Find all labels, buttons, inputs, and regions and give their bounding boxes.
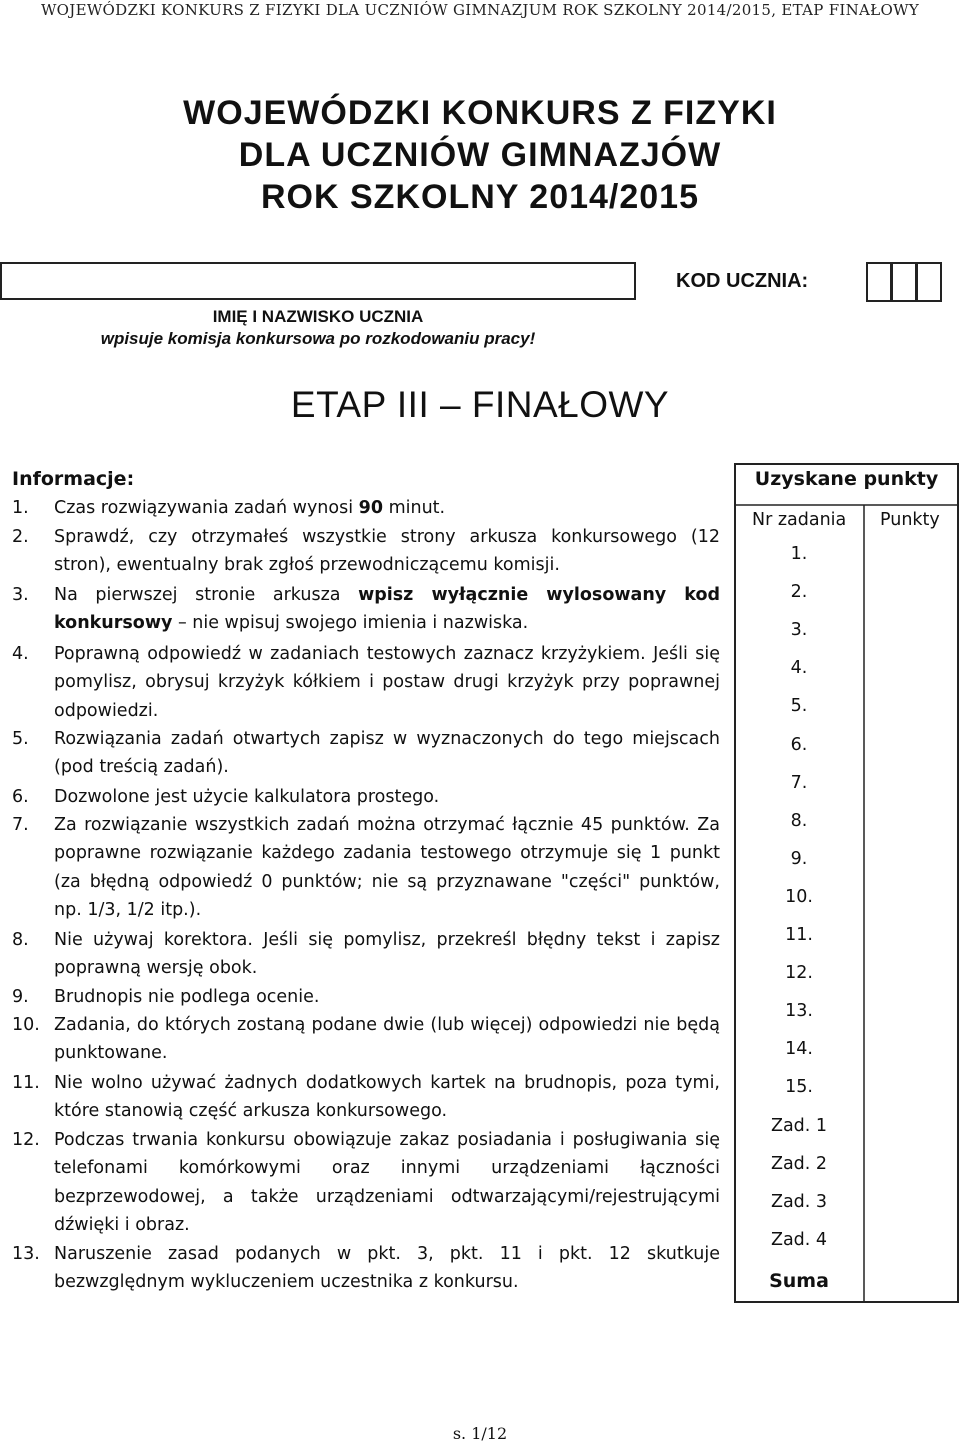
score-row-label: 6. (790, 734, 808, 755)
info-item-number: 6. (12, 787, 29, 807)
stage-title: ETAP III – FINAŁOWY (290, 384, 670, 425)
running-header: WOJEWÓDZKI KONKURS Z FIZYKI DLA UCZNIÓW GIMNAZJUM ROK SZKOLNY 2014/2015, ETAP FINAŁOWY (40, 1, 920, 19)
info-item-number: 10. (12, 1015, 40, 1035)
score-row-label: Zad. 2 (770, 1153, 828, 1174)
score-row-label: 1. (790, 544, 808, 564)
score-row-label: 9. (790, 848, 808, 869)
info-item-number: 2. (12, 527, 29, 547)
score-table-title: Uzyskane punkty (754, 468, 939, 490)
info-item-text: Zadania, do których zostaną podane dwie (lub więcej) odpowiedzi nie będą punktowane. (54, 1015, 720, 1064)
student-code-cell-2[interactable] (891, 262, 917, 302)
score-row-label: 4. (790, 658, 808, 679)
student-name-label: IMIĘ I NAZWISKO UCZNIA (212, 307, 424, 326)
info-item-text: Naruszenie zasad podanych w pkt. 3, pkt. 11 i pkt. 12 skutkuje bezwzględnym wykluczeniem uczestnika z konkursu. (54, 1244, 720, 1293)
info-item-number: 12. (12, 1130, 40, 1150)
title-line-1: WOJEWÓDZKI KONKURS Z FIZYKI (183, 94, 777, 132)
info-item-number: 4. (12, 644, 29, 664)
info-item-number: 1. (12, 498, 29, 518)
info-item-number: 13. (12, 1244, 40, 1264)
info-item-text: Nie wolno używać żadnych dodatkowych kartek na brudnopis, poza tymi, które stanowią część arkusza konkursowego. (54, 1073, 720, 1122)
title-line-3: ROK SZKOLNY 2014/2015 (261, 178, 699, 216)
info-item-number: 11. (12, 1073, 40, 1093)
info-item-text: Poprawną odpowiedź w zadaniach testowych zaznacz krzyżykiem. Jeśli się pomylisz, obrysuj krzyżyk kółkiem i postaw drugi krzyżyk przy poprawnej odpowiedzi. (54, 644, 720, 721)
info-item-text: Brudnopis nie podlega ocenie. (54, 987, 320, 1007)
student-name-note: wpisuje komisja konkursowa po rozkodowaniu pracy! (100, 329, 536, 348)
info-item-text: Sprawdź, czy otrzymałeś wszystkie strony arkusza konkursowego (12 stron), ewentualny brak zgłoś przewodniczącemu komisji. (54, 527, 720, 576)
score-row-label: 5. (790, 696, 808, 717)
score-col-points-header: Punkty (880, 510, 940, 530)
score-row-label: Zad. 1 (770, 1115, 828, 1136)
score-row-label: 13. (785, 1001, 813, 1022)
student-name-field[interactable] (0, 262, 636, 300)
info-item-number: 8. (12, 930, 29, 950)
info-item-text: Podczas trwania konkursu obowiązuje zakaz posiadania i posługiwania się telefonami komórkowymi oraz innymi urządzeniami łączności bezprzewodowej, a także urządzeniami odtwarzającymi/rejestrującymi dźwięki i obraz. (54, 1130, 720, 1235)
score-row-label: Zad. 4 (770, 1229, 828, 1250)
info-item-text: Za rozwiązanie wszystkich zadań można otrzymać łącznie 45 punktów. Za poprawne rozwiązanie każdego zadania testowego otrzymuje się 1 punkt (za błędną odpowiedź 0 punktów; nie są przyznawane "części" punktów, np. 1/3, 1/2 itp.). (54, 815, 720, 920)
score-col-task-header: Nr zadania (752, 510, 847, 530)
info-item-number: 3. (12, 585, 29, 605)
info-item-text: Czas rozwiązywania zadań wynosi 90 minut. (54, 498, 446, 518)
student-code-cell-1[interactable] (866, 262, 892, 302)
score-row-label: Zad. 3 (770, 1191, 828, 1212)
info-item-text: Na pierwszej stronie arkusza wpisz wyłącznie wylosowany kod konkursowy – nie wpisuj swojego imienia i nazwiska. (54, 585, 720, 634)
score-row-label: 3. (790, 620, 808, 641)
info-item-text: Rozwiązania zadań otwartych zapisz w wyznaczonych do tego miejscach (pod treścią zadań). (54, 729, 720, 778)
score-row-label: 12. (785, 963, 813, 984)
score-row-label: 11. (785, 925, 813, 945)
info-item-number: 9. (12, 987, 29, 1007)
score-sum-label: Suma (769, 1270, 829, 1292)
student-name-caption (0, 306, 636, 350)
student-code-label: KOD UCZNIA: (676, 270, 809, 292)
score-row-label: 14. (785, 1039, 813, 1060)
student-code-cell-3[interactable] (916, 262, 942, 302)
info-item-number: 7. (12, 815, 29, 835)
info-item-text: Dozwolone jest użycie kalkulatora prostego. (54, 787, 440, 807)
score-row-label: 15. (785, 1077, 813, 1098)
score-row-label: 10. (785, 886, 813, 907)
info-heading: Informacje: (12, 468, 135, 490)
page-number: s. 1/12 (452, 1424, 508, 1443)
info-item-text: Nie używaj korektora. Jeśli się pomylisz, przekreśl błędny tekst i zapisz poprawną wersję obok. (54, 930, 720, 979)
score-row-label: 2. (790, 582, 808, 603)
title-line-2: DLA UCZNIÓW GIMNAZJÓW (238, 136, 722, 174)
score-row-label: 8. (790, 810, 808, 831)
score-row-label: 7. (790, 772, 808, 793)
info-item-number: 5. (12, 729, 29, 749)
